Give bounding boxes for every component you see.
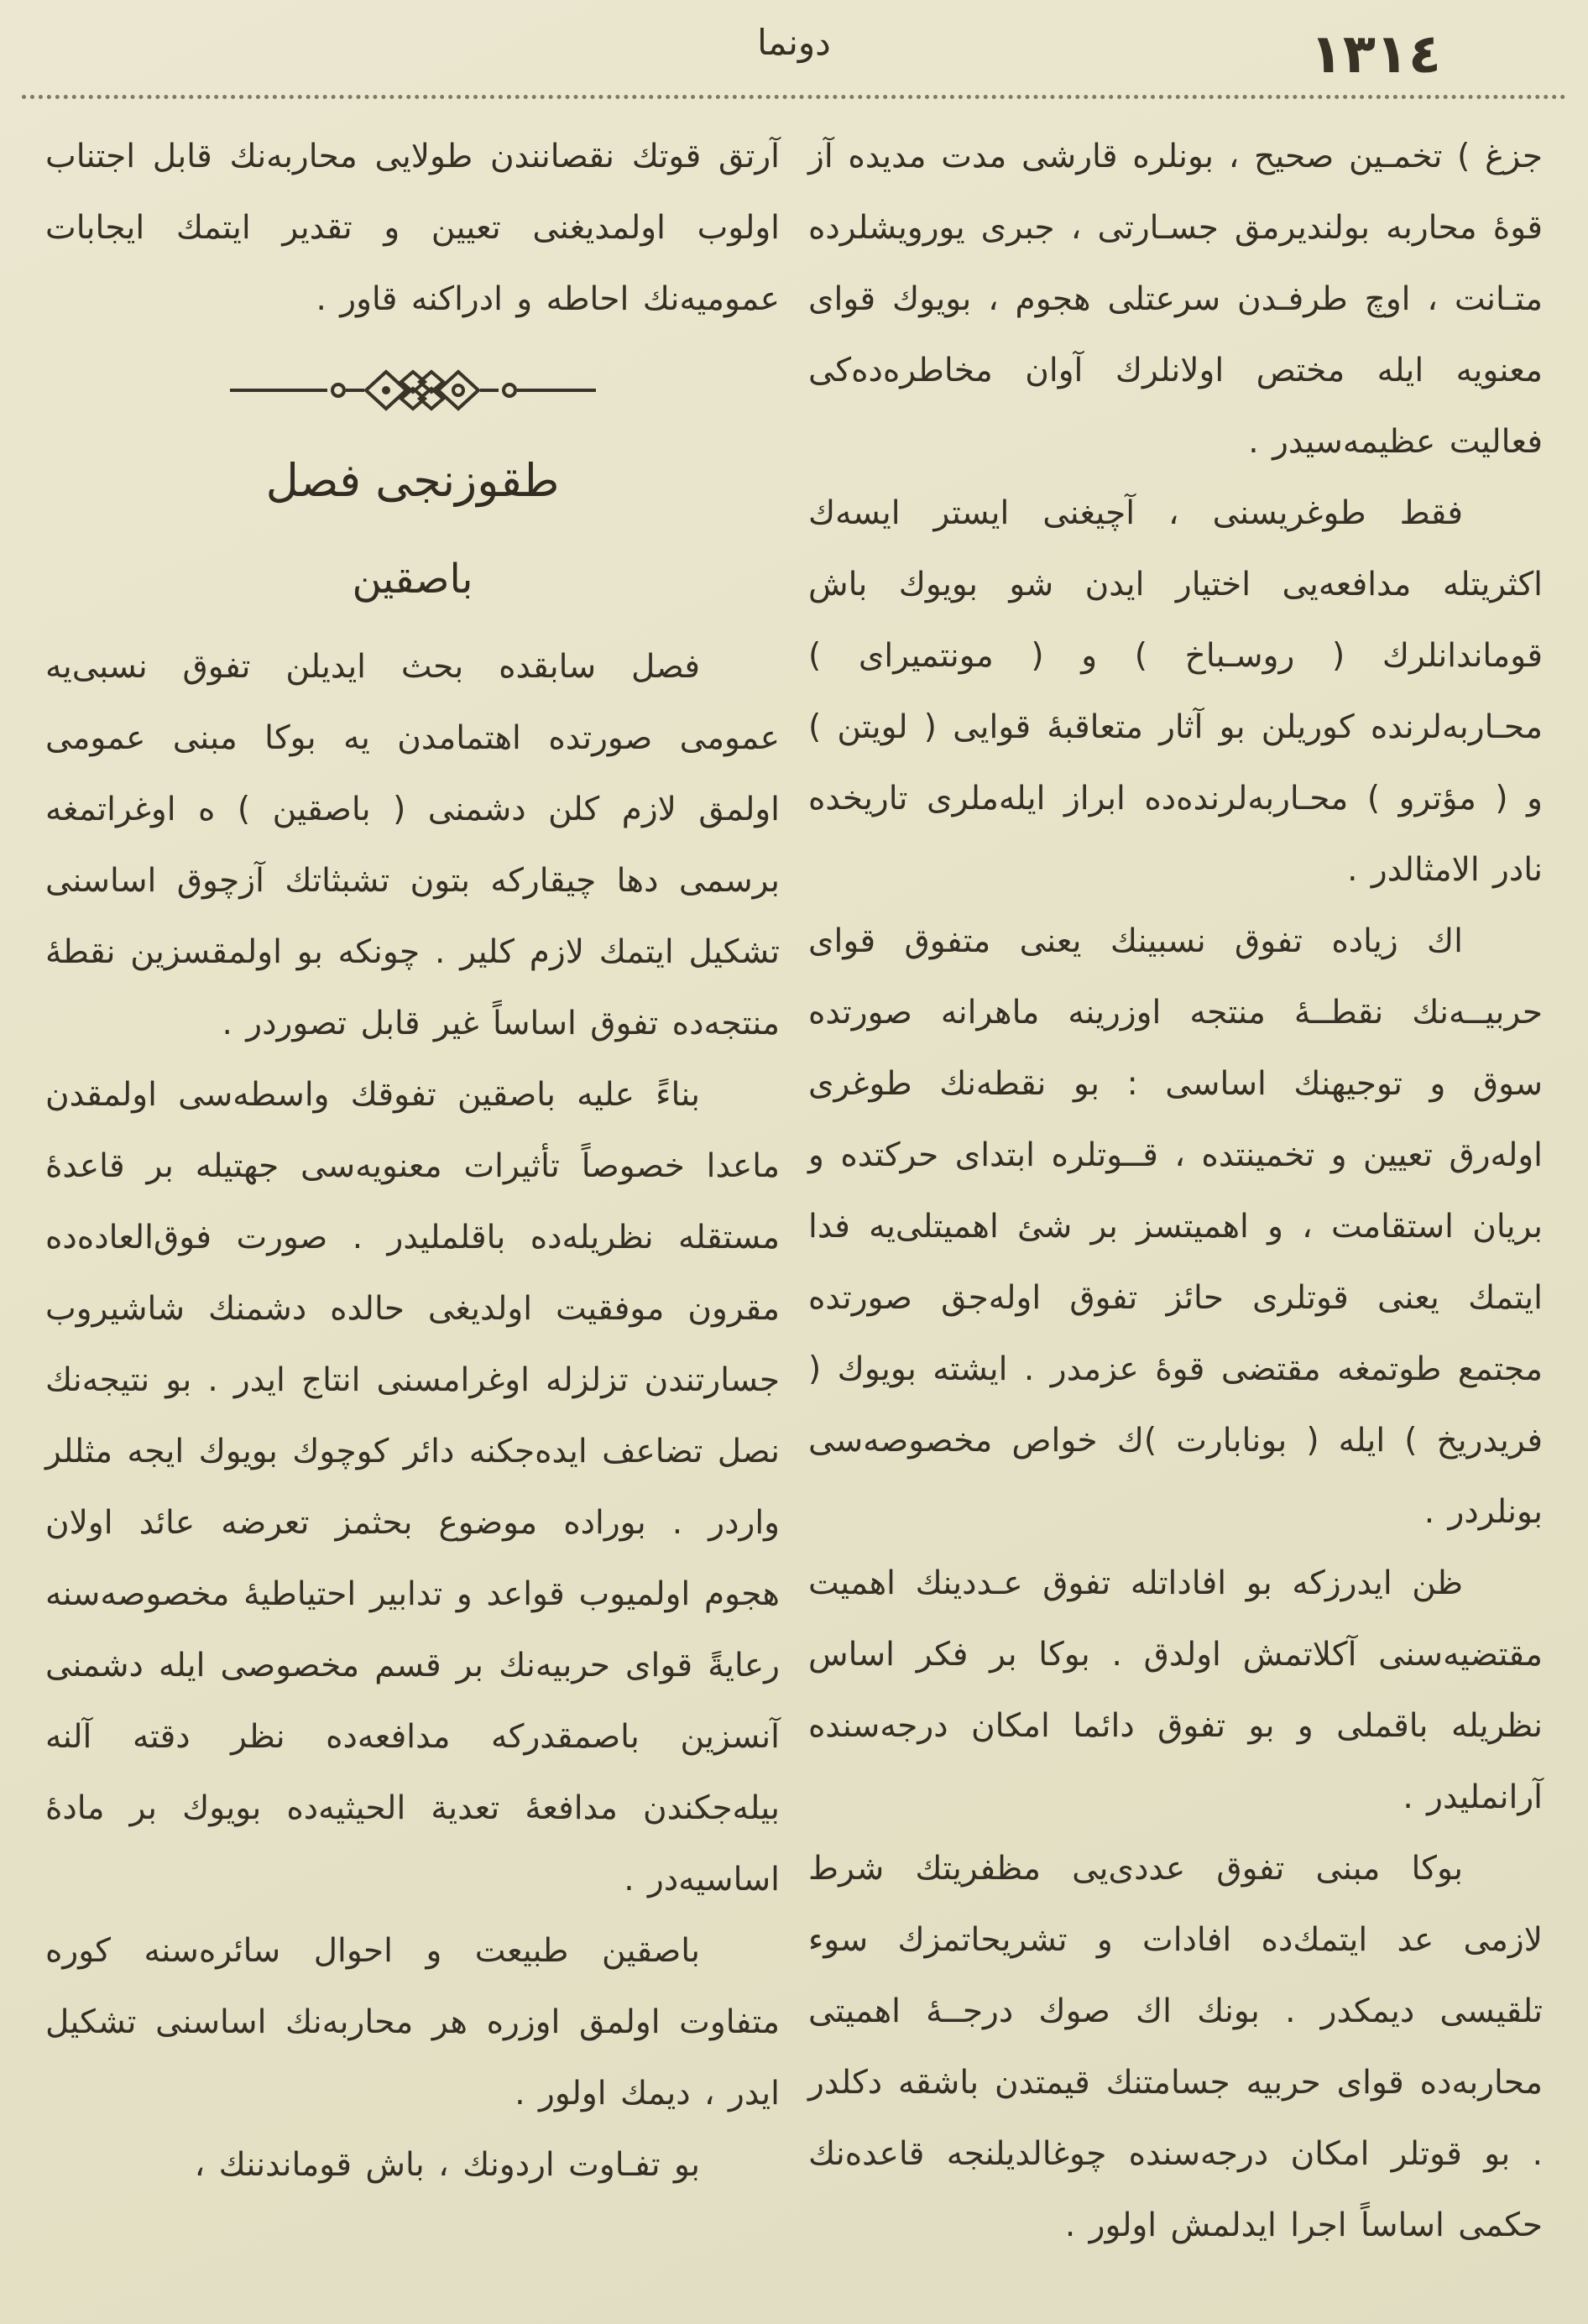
- paragraph: ظن ايدرزكه بو افاداتله تفوق عـددينك اهميت مقتضيه‌سنى آكلاتمش اولدق . بوكا بر فكر اساس نظريله باقملى و بو تفوق دائما امكان درجه‌سنده آرانمليدر .: [808, 1564, 1543, 1816]
- page-header: [0, 0, 1588, 99]
- chapter-subheading: باصقين: [352, 556, 473, 603]
- paragraph: بوكا مبنى تفوق عددى‌يى مظفريتك شرط لازمى عد ايتمك‌ده افادات و تشريحاتمزك سوء تلقيسى ديمكدر . بونك اك صوك درجــهٔ اهميتى محاربه‌ده قواى حربيه جسامتنك قيمتدن باشقه دكلدر . بو قوتلر امكان درجه‌سنده چوغالديلنجه قاعده‌نك حكمى اساساً اجرا ايدلمش اولور .: [808, 1850, 1543, 2244]
- paragraph: بناءً عليه باصقين تفوقك واسطه‌سى اولمقدن ماعدا خصوصاً تأثيرات معنويه‌سى جهتيله بر قاعدهٔ مستقله نظريله‌ده باقلمليدر . صورت فوق‌العاده‌ده مقرون موفقيت اولديغى حالده دشمنك شاشيروب جسارتندن تزلزله اوغرامسنى انتاج ايدر . بو نتيجه‌نك نصل تضاعف ايده‌جكنه دائر كوچوك بويوك ايجه مثللر واردر . بوراده موضوع بحثمز تعرضه عائد اولان هجوم اولميوب قواعد و تدابير احتياطيهٔ مخصوصه‌سنه رعايةً قواى حربيه‌نك بر قسم مخصوصى ايله دشمنى آنسزين باصمقدركه مدافعه‌ده نظر دقته آلنه بيله‌جكندن مدافعهٔ تعدية الحيثيه‌ده بويوك بر مادهٔ اساسيه‌در .: [45, 1076, 780, 1898]
- chapter-heading: طقوزنجى فصل: [265, 454, 560, 507]
- right-column: [808, 121, 1543, 2261]
- paragraph: فقط طوغريسنى ، آچيغنى ايستر ايسه‌ك اكثريتله مدافعه‌يى اختيار ايدن شو بويوك باش قوماندانلرك ( روسـباخ ) و ( مونتميراى ) محـاربه‌لرنده كوريلن بو آثار متعاقبهٔ قوايى ( لويتن ) و ( مؤترو ) محـاربه‌لرنده‌ده ابراز ايله‌ملرى تاريخده نادر الامثالدر .: [808, 494, 1543, 889]
- left-column: [45, 121, 780, 2201]
- text-columns: [0, 99, 1588, 2261]
- chapter-closing-paragraph: آرتق قوتك نقصانندن طولايى محاربه‌نك قابل اجتناب اولوب اولمديغنى تعيين و تقدير ايتمك ايجابات عموميه‌نك احاطه و ادراكنه قاور .: [45, 138, 780, 318]
- paragraph: اك زياده تفوق نسبينك يعنى متفوق قواى حربيــه‌نك نقطــهٔ منتجه اوزرينه ماهرانه صورتده سوق و توجيهنك اساسى : بو نقطه‌نك طوغرى اوله‌رق تعيين و تخمينتده ، قــوتلره ابتداى حركتده و بريان استقامت ، و اهميتسز بر شئ اهميتلى‌يه فدا ايتمك يعنى قوتلرى حائز تفوق اوله‌جق صورتده مجتمع طوتمغه مقتضى قوهٔ عزمدر . ايشته بويوك ( فريدريخ ) ايله ( بونابارت )ك خواص مخصوصه‌سى بونلردر .: [808, 922, 1543, 1531]
- section-divider-ornament-icon: [228, 363, 598, 417]
- running-title: دونما: [757, 22, 831, 63]
- paragraph: بو تفـاوت اردونك ، باش قوماندننك ،: [194, 2146, 700, 2184]
- paragraph: فصل سابقده بحث ايديلن تفوق نسبى‌يه عمومى صورتده اهتمامدن يه بوكا مبنى عمومى اولمق لازم كلن دشمنى ( باصقين ) ه اوغراتمغه برسمى دها چيقاركه بتون تشبثاتك آزچوق اساسنى تشكيل ايتمك لازم كلير . چونكه بو اولمقسزين نقطهٔ منتجه‌ده تفوق اساساً غير قابل تصوردر .: [45, 648, 780, 1042]
- paragraph: جزغ ) تخمـين صحيح ، بونلره قارشى مدت مديده آز قوهٔ محاربه بولنديرمق جسـارتى ، جبرى يورويشلرده متـانت ، اوچ طرفـدن سرعتلى هجوم ، بويوك قواى معنويه ايله مختص اولانلرك آوان مخاطره‌ده‌كى فعاليت عظيمه‌سيدر .: [808, 138, 1543, 461]
- paragraph: باصقين طبيعت و احوال سائره‌سنه كوره متفاوت اولمق اوزره هر محاربه‌نك اساسنى تشكيل ايدر ، ديمك اولور .: [45, 1932, 780, 2112]
- dotted-rule: [22, 95, 1566, 99]
- page-number: ١٣١٤: [1309, 24, 1441, 86]
